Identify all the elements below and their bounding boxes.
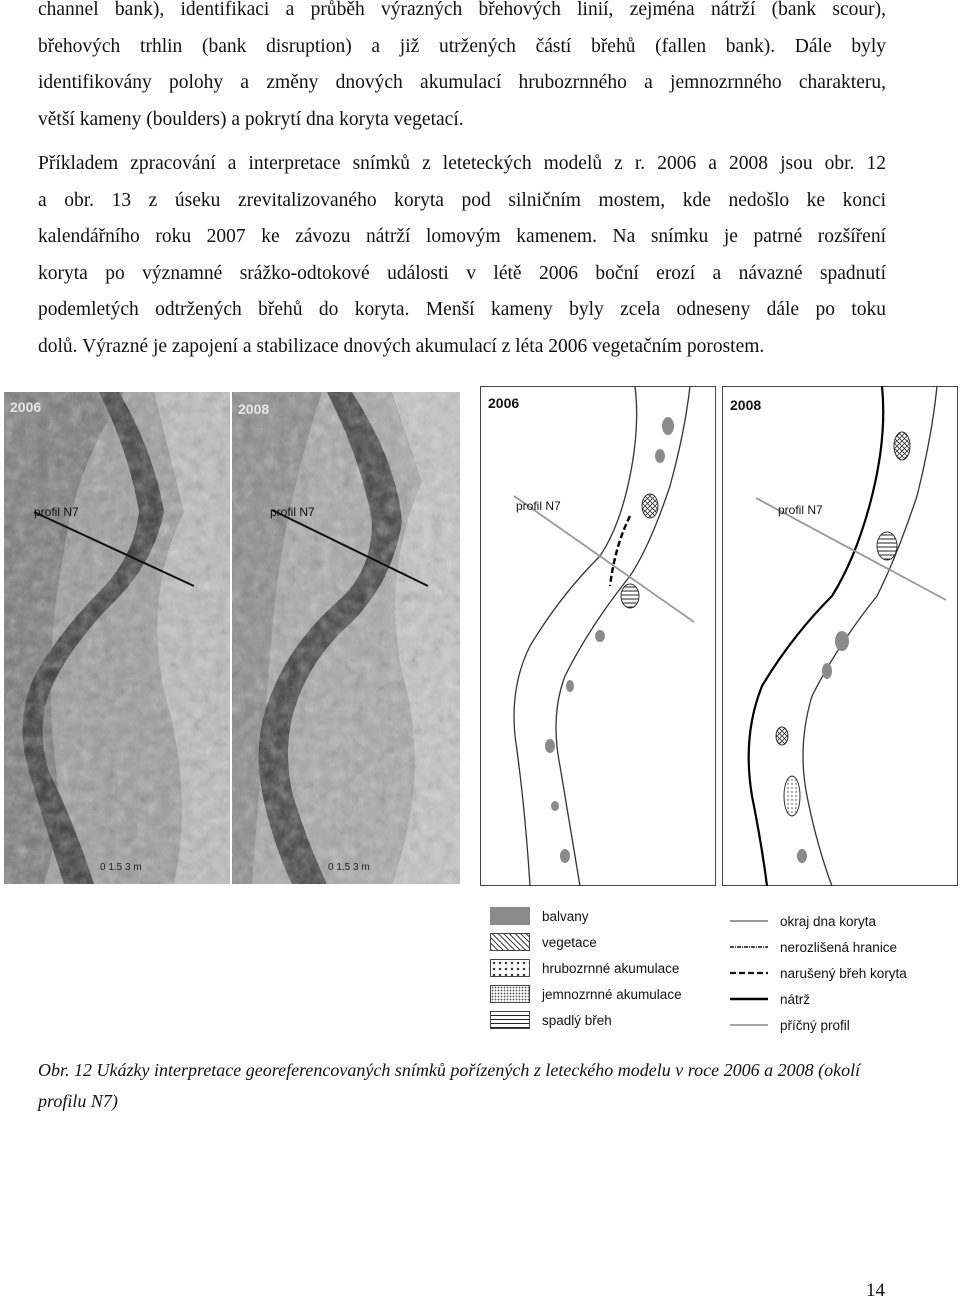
body-paragraph-2 [38, 146, 886, 365]
scale-label: 0 1.5 3 m [328, 862, 370, 873]
profile-label: profil N7 [516, 499, 561, 513]
interpretation-map-2008 [722, 386, 958, 886]
map-year-label: 2008 [730, 397, 762, 413]
legend-item-disrupted-bank [730, 962, 907, 984]
figure-caption: Obr. 12 Ukázky interpretace georeferencovaných snímků pořízených z leteckého modelu v roce 2006 a 2008 (okolí profilu N7) [38, 1060, 861, 1111]
page-number: 14 [866, 1280, 885, 1301]
dashed-line-icon [730, 964, 768, 982]
fallen-bank-swatch [490, 1011, 530, 1029]
gray-line-icon [730, 1016, 768, 1034]
coarse-accumulation-swatch [490, 959, 530, 977]
aerial-photo-2006 [4, 392, 230, 884]
legend-item-bed-edge [730, 910, 876, 932]
dash-dot-line-icon [730, 938, 768, 956]
legend-label: vegetace [542, 934, 597, 950]
photo-year-label: 2008 [238, 401, 270, 417]
photo-year-label: 2006 [10, 399, 42, 415]
paragraph-line: channel bank), identifikaci a průběh výrazných břehových linií, zejména nátrží (bank scour), [38, 0, 886, 20]
paragraph-line: a obr. 13 z úseku zrevitalizovaného koryta pod silničním mostem, kde nedošlo ke konci [38, 189, 886, 211]
legend-label: nátrž [780, 991, 811, 1007]
thin-line-icon [730, 912, 768, 930]
legend-label: jemnozrnné akumulace [542, 986, 682, 1002]
paragraph-line: dolů. Výrazné je zapojení a stabilizace dnových akumulací z léta 2006 vegetačním porostem. [38, 335, 765, 357]
legend-label: příčný profil [780, 1017, 850, 1033]
scale-label: 0 1.5 3 m [100, 862, 142, 873]
paragraph-line: koryta po významné srážko-odtokové události v létě 2006 boční erozí a návazné spadnutí [38, 262, 886, 284]
vegetation-swatch [490, 933, 530, 951]
legend-label: spadlý břeh [542, 1012, 612, 1028]
legend-label: hrubozrnné akumulace [542, 960, 680, 976]
map-year-label: 2006 [488, 395, 520, 411]
aerial-photo-2008 [232, 392, 460, 884]
profile-label: profil N7 [270, 505, 315, 519]
fine-accumulation-swatch [490, 985, 530, 1003]
legend-item-scour [730, 988, 810, 1010]
legend-item-fallen-bank [490, 1009, 612, 1031]
boulder-swatch [490, 907, 530, 925]
paragraph-line: Příkladem zpracování a interpretace snímků z leteteckých modelů z r. 2006 a 2008 jsou obr. 12 [38, 153, 886, 174]
profile-label: profil N7 [778, 503, 823, 517]
profile-label: profil N7 [34, 505, 79, 519]
paragraph-line: podemletých odtržených břehů do koryta. Menší kameny byly zcela odneseny dále po toku [38, 299, 886, 320]
figure-legend [490, 898, 930, 1038]
paragraph-line: větší kameny (boulders) a pokrytí dna koryta vegetací. [38, 108, 464, 130]
legend-label: balvany [542, 908, 589, 924]
legend-label: narušený břeh koryta [780, 965, 907, 981]
paragraph-line: břehových trhlin (bank disruption) a již utržených částí břehů (fallen bank). Dále byly [38, 35, 886, 57]
legend-item-cross-profile [730, 1014, 850, 1036]
paragraph-line: identifikovány polohy a změny dnových akumulací hrubozrnného a jemnozrnného charakteru, [38, 72, 886, 93]
legend-item-undifferentiated [730, 936, 897, 958]
legend-item-fine [490, 983, 682, 1005]
legend-item-vegetation [490, 931, 597, 953]
body-paragraph-1 [38, 0, 886, 138]
paragraph-line: kalendářního roku 2007 ke závozu nátrží lomovým kamenem. Na snímku je patrné rozšíření [38, 226, 886, 247]
legend-label: nerozlišená hranice [780, 939, 898, 955]
legend-label: okraj dna koryta [780, 913, 877, 929]
interpretation-map-2006 [480, 386, 716, 886]
legend-item-boulders [490, 905, 589, 927]
legend-item-coarse [490, 957, 679, 979]
thick-line-icon [730, 990, 768, 1008]
